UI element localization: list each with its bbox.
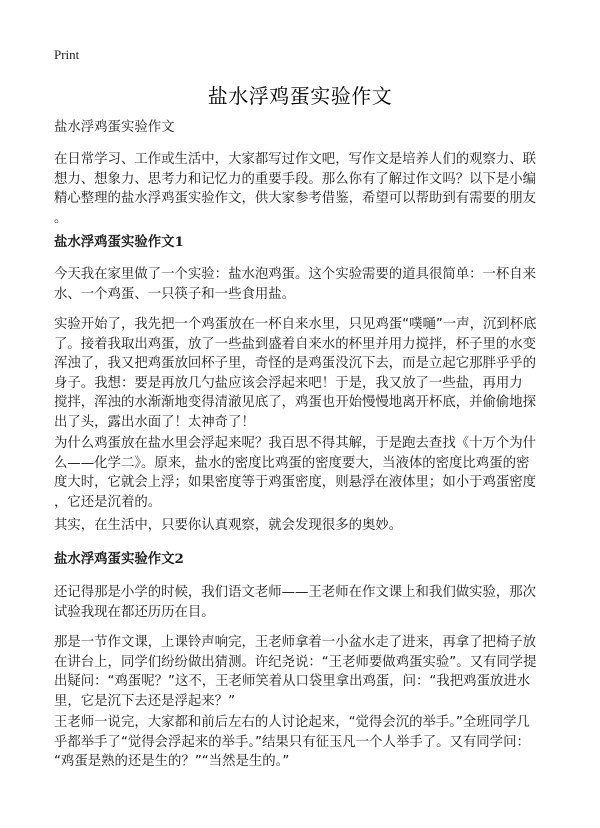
section-heading-1 [54, 233, 554, 253]
text-line: 在日常学习、工作或生活中，大家都写过作文吧，写作文是培养人们的观察力、联 [54, 152, 537, 167]
section2-paragraph-2 [54, 633, 554, 711]
section1-paragraph-1 [54, 265, 554, 304]
text-line: 精心整理的盐水浮鸡蛋实验作文，供大家参考借鉴，希望可以帮助到有需要的朋友 [54, 191, 537, 207]
text-line: 还记得那是小学的时候，我们语文老师——王老师在作文课上和我们做实验，那次 [54, 585, 537, 600]
section2-paragraph-1 [54, 583, 554, 622]
text-line: 想力、想象力、思考力和记忆力的重要手段。那么你有了解过作文吗？以下是小编 [54, 171, 537, 187]
intro-paragraph [54, 150, 554, 228]
text-line: 么——化学二》。原来，盐水的密度比鸡蛋的密度要大，当液体的密度比鸡蛋的密 [54, 455, 530, 471]
text-line: 在讲台上，同学们纷纷做出猜测。许纪尧说：“王老师要做鸡蛋实验”。又有同学提 [54, 654, 537, 670]
section2-paragraph-3 [54, 713, 554, 772]
text-line: 那是一节作文课，上课铃声响完，王老师拿着一小盆水走了进来，再拿了把椅子放 [54, 635, 537, 650]
text-line: “鸡蛋是熟的还是生的？”“当然是生的。” [54, 754, 290, 770]
subtitle-text: 盐水浮鸡蛋实验作文 [54, 120, 175, 135]
text-line: 度大时，它就会上浮；如果密度等于鸡蛋密度，则悬浮在液体里；如小于鸡蛋密度 [54, 475, 537, 491]
text-line: 其实，在生活中，只要你认真观察，就会发现很多的奥妙。 [54, 518, 403, 533]
text-line: 乎都举手了“觉得会浮起来的举手。”结果只有征玉凡一个人举手了。又有同学问： [54, 734, 530, 750]
text-line: 出疑问：“鸡蛋呢？”这不，王老师笑着从口袋里拿出鸡蛋，问：“我把鸡蛋放进水 [54, 674, 531, 690]
heading-text: 盐水浮鸡蛋实验作文2 [54, 551, 184, 567]
text-line: 实验开始了，我先把一个鸡蛋放在一杯自来水里，只见鸡蛋“噗嗵”一声，沉到杯底 [54, 317, 537, 332]
text-line: 搅拌，浑浊的水渐渐地变得清澈见底了，鸡蛋也开始慢慢地离开杯底，并偷偷地探 [54, 395, 537, 411]
section-heading-2 [54, 550, 554, 570]
document-subtitle [54, 118, 554, 138]
text-line: 浑浊了，我又把鸡蛋放回杯子里，奇怪的是鸡蛋没沉下去，而是立起它那胖乎乎的 [54, 356, 537, 372]
text-line: 出了头，露出水面了！太神奇了！ [54, 414, 255, 430]
heading-text: 盐水浮鸡蛋实验作文1 [54, 234, 184, 250]
text-line: 今天我在家里做了一个实验：盐水泡鸡蛋。这个实验需要的道具很简单：一杯自来 [54, 267, 537, 282]
text-line: 为什么鸡蛋放在盐水里会浮起来呢？我百思不得其解，于是跑去查找《十万个为什 [54, 436, 537, 451]
text-line: 试验我现在都还历历在目。 [54, 604, 215, 620]
section1-paragraph-3 [54, 434, 554, 512]
text-line: 身子。我想：要是再放几勺盐应该会浮起来吧！于是，我又放了一些盐，再用力 [54, 375, 523, 391]
section1-paragraph-4 [54, 516, 554, 536]
text-line: 里，它是沉下去还是浮起来？” [54, 693, 236, 709]
print-link[interactable]: Print [54, 47, 80, 62]
text-line: 。 [54, 210, 68, 226]
text-line: 水、一个鸡蛋、一只筷子和一些食用盐。 [54, 286, 296, 302]
text-line: ，它还是沉着的。 [54, 494, 162, 510]
section1-paragraph-2 [54, 315, 554, 433]
text-line: 王老师一说完，大家都和前后左右的人讨论起来，“觉得会沉的举手。”全班同学几 [54, 715, 530, 730]
text-line: 了。接着我取出鸡蛋，放了一些盐到盛着自来水的杯里并用力搅拌，杯子里的水变 [54, 336, 537, 352]
page-title: 盐水浮鸡蛋实验作文 [207, 84, 393, 108]
